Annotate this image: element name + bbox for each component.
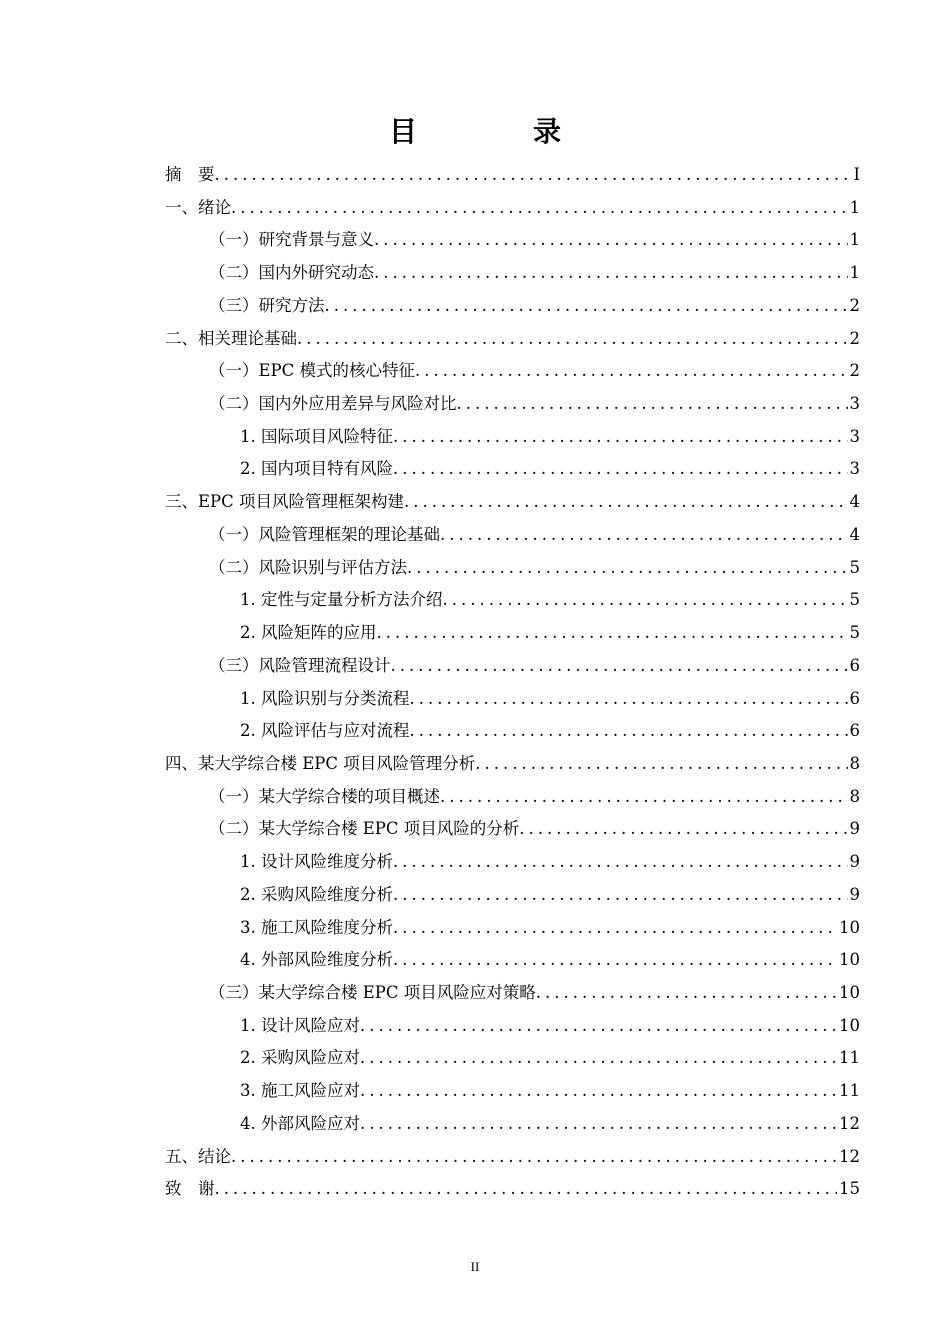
toc-dot-leader <box>393 846 848 879</box>
toc-dot-leader <box>360 1075 837 1108</box>
toc-entry-page: 11 <box>839 1048 860 1068</box>
toc-dot-leader <box>410 715 848 748</box>
toc-entry-title: 3. 施工风险维度分析 <box>240 917 393 937</box>
toc-entry[interactable] <box>165 748 860 781</box>
toc-dot-leader <box>215 159 852 192</box>
toc-entry[interactable] <box>165 584 860 617</box>
toc-entry-page: 2 <box>849 328 860 348</box>
toc-entry-page: 3 <box>849 459 860 479</box>
toc-entry-title: （二）国内外应用差异与风险对比 <box>209 394 457 414</box>
toc-entry-page: 2 <box>849 361 860 381</box>
toc-entry[interactable] <box>165 1042 860 1075</box>
toc-entry[interactable] <box>165 1108 860 1141</box>
toc-entry-title: （二）风险识别与评估方法 <box>209 557 407 577</box>
toc-entry[interactable] <box>165 486 860 519</box>
toc-dot-leader <box>536 977 837 1010</box>
table-of-contents <box>165 159 860 1206</box>
toc-entry-title: （一）EPC 模式的核心特征 <box>209 361 416 381</box>
toc-entry[interactable] <box>165 715 860 748</box>
toc-entry-page: 9 <box>849 852 860 872</box>
toc-entry-page: 5 <box>849 557 860 577</box>
toc-dot-leader <box>440 519 848 552</box>
toc-dot-leader <box>404 486 847 519</box>
toc-entry-page: 1 <box>849 263 860 283</box>
toc-entry-page: 8 <box>849 753 860 773</box>
toc-dot-leader <box>391 650 848 683</box>
toc-dot-leader <box>215 1173 838 1206</box>
toc-entry-page: 3 <box>849 426 860 446</box>
toc-entry-title: （二）某大学综合楼 EPC 项目风险的分析 <box>209 819 520 839</box>
toc-entry-page: 10 <box>839 1015 860 1035</box>
toc-entry-title: （三）研究方法 <box>209 295 325 315</box>
toc-dot-leader <box>393 879 848 912</box>
toc-entry-title: （二）国内外研究动态 <box>209 263 374 283</box>
toc-entry-page: 4 <box>849 492 860 512</box>
toc-entry[interactable] <box>165 1075 860 1108</box>
toc-entry-title: 1. 风险识别与分类流程 <box>240 688 410 708</box>
toc-dot-leader <box>325 290 848 323</box>
toc-entry[interactable] <box>165 683 860 716</box>
toc-dot-leader <box>443 584 848 617</box>
toc-entry-title: 2. 国内项目特有风险 <box>240 459 393 479</box>
toc-dot-leader <box>360 1108 837 1141</box>
toc-entry-title: 四、某大学综合楼 EPC 项目风险管理分析 <box>165 753 476 773</box>
toc-entry-title: 1. 国际项目风险特征 <box>240 426 393 446</box>
toc-dot-leader <box>410 683 848 716</box>
toc-entry-title: 1. 定性与定量分析方法介绍 <box>240 590 443 610</box>
toc-entry[interactable] <box>165 257 860 290</box>
toc-entry-title: 2. 风险矩阵的应用 <box>240 623 377 643</box>
toc-entry[interactable] <box>165 617 860 650</box>
toc-entry-page: 8 <box>849 786 860 806</box>
toc-entry[interactable] <box>165 453 860 486</box>
toc-dot-leader <box>231 1141 837 1174</box>
toc-entry[interactable] <box>165 1141 860 1174</box>
toc-entry-title: 1. 设计风险应对 <box>240 1015 360 1035</box>
toc-dot-leader <box>519 813 847 846</box>
toc-entry[interactable] <box>165 879 860 912</box>
toc-entry-title: 致 谢 <box>165 1179 215 1199</box>
toc-dot-leader <box>415 355 847 388</box>
toc-entry[interactable] <box>165 323 860 356</box>
toc-entry[interactable] <box>165 813 860 846</box>
toc-entry-page: 10 <box>839 950 860 970</box>
toc-dot-leader <box>231 192 848 225</box>
toc-dot-leader <box>360 1042 837 1075</box>
toc-entry-page: 2 <box>849 295 860 315</box>
toc-entry-title: （三）某大学综合楼 EPC 项目风险应对策略 <box>209 982 536 1002</box>
toc-entry[interactable] <box>165 552 860 585</box>
toc-dot-leader <box>393 944 837 977</box>
page-number: II <box>470 1259 480 1274</box>
toc-entry-title: 2. 采购风险应对 <box>240 1048 360 1068</box>
toc-dot-leader <box>374 224 848 257</box>
toc-entry-page: 6 <box>849 721 860 741</box>
toc-entry-page: 1 <box>849 197 860 217</box>
toc-entry[interactable] <box>165 192 860 225</box>
toc-entry[interactable] <box>165 388 860 421</box>
toc-dot-leader <box>440 781 848 814</box>
toc-entry[interactable] <box>165 519 860 552</box>
toc-entry[interactable] <box>165 224 860 257</box>
toc-entry[interactable] <box>165 944 860 977</box>
toc-entry[interactable] <box>165 159 860 192</box>
toc-entry-title: 2. 风险评估与应对流程 <box>240 721 410 741</box>
toc-entry-page: 6 <box>849 688 860 708</box>
toc-dot-leader <box>360 1010 837 1043</box>
toc-entry[interactable] <box>165 650 860 683</box>
toc-entry-page: 5 <box>849 623 860 643</box>
toc-entry-title: 二、相关理论基础 <box>165 328 297 348</box>
page-title: 目 录 <box>388 115 605 148</box>
toc-entry[interactable] <box>165 977 860 1010</box>
toc-entry-page: 9 <box>849 819 860 839</box>
toc-entry-title: 三、EPC 项目风险管理框架构建 <box>165 492 405 512</box>
toc-entry-page: 12 <box>839 1146 860 1166</box>
toc-entry-title: 1. 设计风险维度分析 <box>240 852 393 872</box>
toc-dot-leader <box>475 748 847 781</box>
toc-entry-title: 摘 要 <box>165 165 215 184</box>
toc-dot-leader <box>407 552 848 585</box>
toc-entry-page: 10 <box>839 917 860 937</box>
toc-entry-title: 4. 外部风险维度分析 <box>240 950 393 970</box>
toc-entry-title: 五、结论 <box>165 1146 231 1166</box>
toc-entry[interactable] <box>165 355 860 388</box>
toc-entry-title: （三）风险管理流程设计 <box>209 655 391 675</box>
toc-entry[interactable] <box>165 290 860 323</box>
toc-entry[interactable] <box>165 1173 860 1206</box>
toc-entry[interactable] <box>165 781 860 814</box>
toc-entry-page: 3 <box>849 394 860 414</box>
toc-dot-leader <box>393 453 848 486</box>
toc-entry-title: 3. 施工风险应对 <box>240 1081 360 1101</box>
toc-entry-title: 2. 采购风险维度分析 <box>240 884 393 904</box>
toc-entry-page: 10 <box>839 982 860 1002</box>
toc-dot-leader <box>393 421 848 454</box>
toc-entry-page: 1 <box>849 230 860 250</box>
toc-entry-page: 12 <box>839 1113 860 1133</box>
toc-entry[interactable] <box>165 421 860 454</box>
toc-dot-leader <box>377 617 848 650</box>
toc-entry[interactable] <box>165 912 860 945</box>
toc-entry-page: 15 <box>839 1179 860 1199</box>
toc-dot-leader <box>374 257 848 290</box>
toc-entry-page: 6 <box>849 655 860 675</box>
toc-entry-title: （一）研究背景与意义 <box>209 230 374 250</box>
toc-entry-title: （一）某大学综合楼的项目概述 <box>209 786 440 806</box>
toc-entry[interactable] <box>165 846 860 879</box>
toc-entry-page: 5 <box>849 590 860 610</box>
toc-entry-title: 一、绪论 <box>165 197 231 217</box>
toc-dot-leader <box>457 388 848 421</box>
toc-entry-page: I <box>853 165 860 184</box>
toc-entry-title: 4. 外部风险应对 <box>240 1113 360 1133</box>
toc-entry-page: 11 <box>839 1081 860 1101</box>
toc-entry[interactable] <box>165 1010 860 1043</box>
toc-entry-title: （一）风险管理框架的理论基础 <box>209 524 440 544</box>
toc-entry-page: 4 <box>849 524 860 544</box>
toc-entry-page: 9 <box>849 884 860 904</box>
toc-dot-leader <box>297 323 848 356</box>
toc-dot-leader <box>393 912 837 945</box>
